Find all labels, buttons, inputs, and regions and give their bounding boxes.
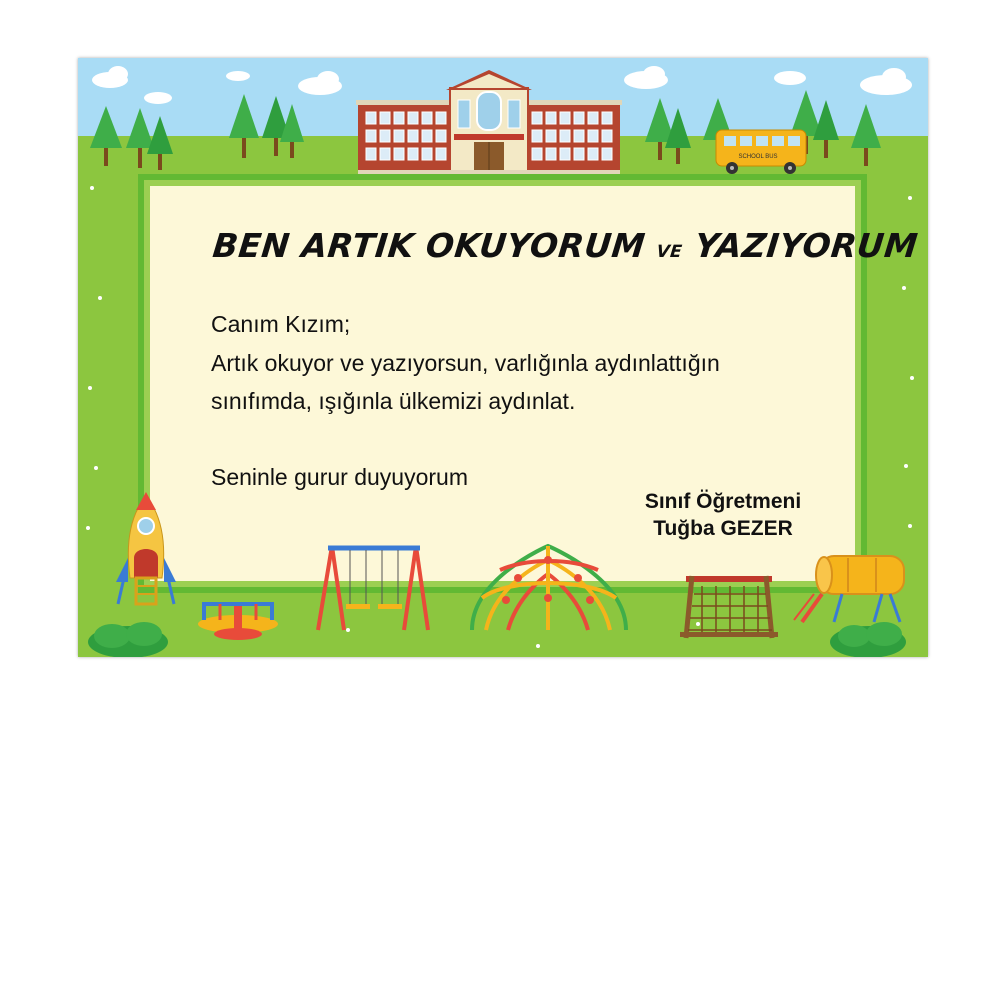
certificate-title	[210, 226, 920, 265]
certificate-card	[78, 58, 928, 657]
greeting-text: Canım Kızım;	[211, 311, 351, 337]
title-main: BEN ARTIK OKUYORUM	[210, 226, 648, 265]
title-end: YAZIYORUM	[692, 226, 920, 265]
closing-text: Seninle gurur duyuyorum	[211, 464, 468, 490]
body-line-2: sınıfımda, ışığınla ülkemizi aydınlat.	[211, 388, 576, 414]
body-line-1: Artık okuyor ve yazıyorsun, varlığınla aydınlattığın	[211, 350, 720, 376]
signature-role: Sınıf Öğretmeni	[644, 490, 802, 513]
bus-label: SCHOOL BUS	[738, 154, 778, 160]
title-connector: VE	[655, 242, 684, 262]
signature-name: Tuğba GEZER	[653, 517, 793, 540]
